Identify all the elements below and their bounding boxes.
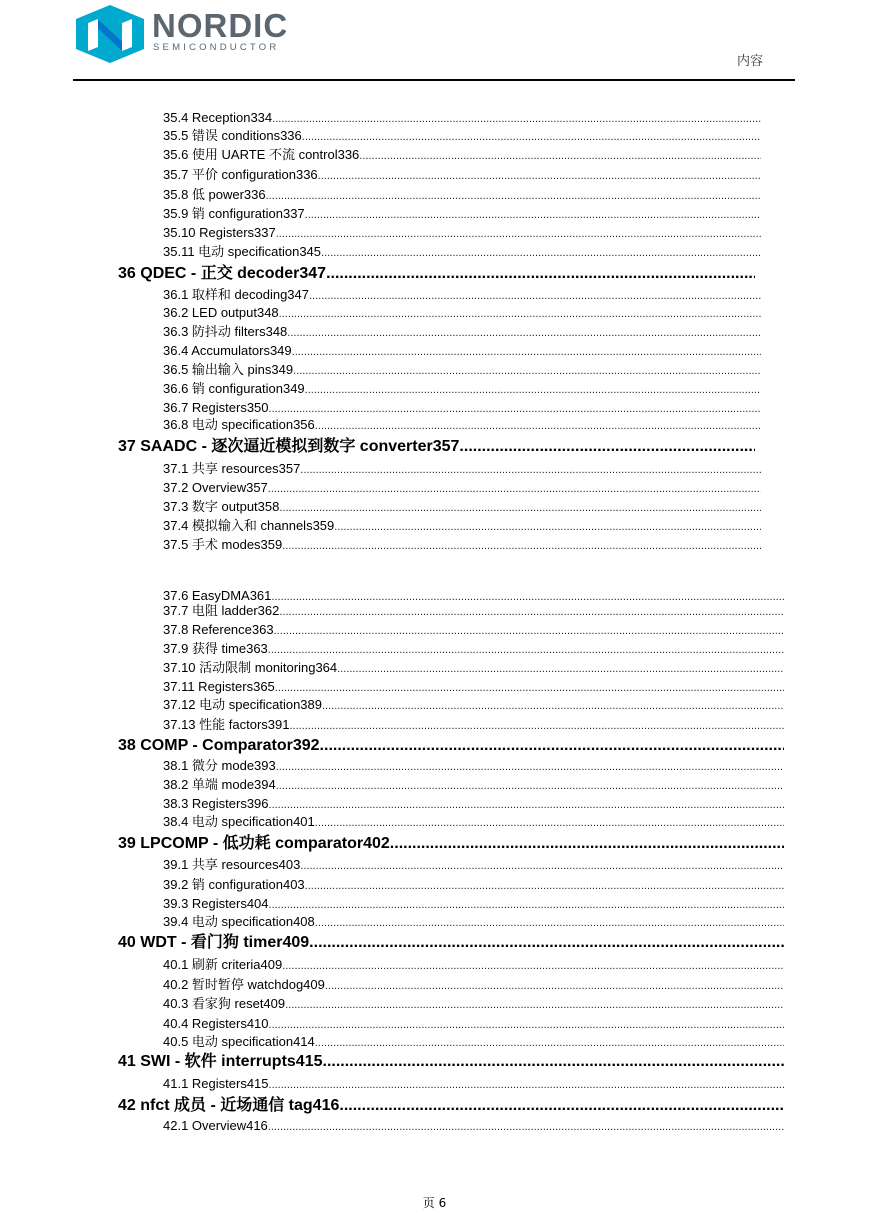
toc-section[interactable] xyxy=(163,956,784,973)
toc-dot-leader xyxy=(321,245,761,260)
toc-dot-leader xyxy=(300,462,761,477)
toc-dot-leader xyxy=(276,226,761,241)
toc-section[interactable] xyxy=(163,696,784,713)
toc-entry-text: 36.7 Registers350 xyxy=(163,400,269,415)
toc-dot-leader xyxy=(289,718,784,733)
toc-entry-text: 40.2 暂时暂停 watchdog409 xyxy=(163,977,325,992)
toc-dot-leader xyxy=(459,437,755,457)
toc-entry-text: 40.1 刷新 criteria409 xyxy=(163,957,283,972)
toc-section[interactable] xyxy=(163,498,761,515)
toc-entry-text: 38 COMP - Comparator392 xyxy=(118,737,320,754)
toc-dot-leader xyxy=(279,500,761,515)
toc-section[interactable] xyxy=(163,361,761,378)
toc-section[interactable] xyxy=(163,479,761,496)
toc-section[interactable] xyxy=(163,995,784,1012)
toc-chapter[interactable] xyxy=(118,834,784,854)
toc-dot-leader xyxy=(325,978,784,993)
toc-chapter[interactable] xyxy=(118,736,784,756)
toc-entry-text: 40 WDT - 看门狗 timer409 xyxy=(118,934,310,951)
toc-dot-leader xyxy=(302,129,761,144)
toc-entry-text: 40.4 Registers410 xyxy=(163,1016,269,1031)
toc-entry-text: 37.13 性能 factors391 xyxy=(163,717,290,732)
toc-dot-leader xyxy=(268,1119,784,1134)
toc-dot-leader xyxy=(292,344,761,359)
toc-entry-text: 38.2 单端 mode394 xyxy=(163,777,276,792)
toc-dot-leader xyxy=(334,519,761,534)
toc-entry-text: 38.4 电动 specification401 xyxy=(163,814,315,829)
toc-dot-leader xyxy=(326,264,755,284)
toc-section[interactable] xyxy=(163,224,761,241)
toc-entry-text: 36.4 Accumulators349 xyxy=(163,343,292,358)
toc-dot-leader xyxy=(300,858,784,873)
toc-entry-text: 37.4 模拟输入和 channels359 xyxy=(163,518,335,533)
toc-dot-leader xyxy=(315,1035,784,1050)
toc-entry-text: 38.3 Registers396 xyxy=(163,796,269,811)
toc-entry-text: 35.8 低 power336 xyxy=(163,187,266,202)
toc-section[interactable] xyxy=(163,659,784,676)
toc-section[interactable] xyxy=(163,399,761,416)
toc-section[interactable] xyxy=(163,678,784,695)
toc-section[interactable] xyxy=(163,976,784,993)
toc-entry-text: 35.7 平价 configuration336 xyxy=(163,167,318,182)
nordic-logo-icon xyxy=(76,5,144,63)
toc-section[interactable] xyxy=(163,517,761,534)
toc-dot-leader xyxy=(320,736,784,756)
toc-chapter[interactable] xyxy=(118,1052,784,1072)
toc-dot-leader xyxy=(339,1096,784,1116)
page-number: 页 6 xyxy=(422,1196,447,1210)
toc-chapter[interactable] xyxy=(118,1096,784,1116)
toc-entry-text: 42 nfct 成员 - 近场通信 tag416 xyxy=(118,1097,340,1114)
toc-dot-leader xyxy=(390,834,784,854)
toc-section[interactable] xyxy=(163,342,761,359)
toc-section[interactable] xyxy=(163,166,761,183)
toc-dot-leader xyxy=(285,997,784,1012)
toc-section[interactable] xyxy=(163,1075,784,1092)
toc-dot-leader xyxy=(275,680,784,695)
toc-dot-leader xyxy=(315,815,784,830)
toc-dot-leader xyxy=(266,188,761,203)
toc-section[interactable] xyxy=(163,146,761,163)
toc-section[interactable] xyxy=(163,795,784,812)
toc-entry-text: 35.11 电动 specification345 xyxy=(163,244,322,259)
toc-section[interactable] xyxy=(163,895,784,912)
toc-section[interactable] xyxy=(163,856,784,873)
toc-entry-text: 35.4 Reception334 xyxy=(163,110,273,125)
toc-section[interactable] xyxy=(163,913,784,930)
toc-entry-text: 39.3 Registers404 xyxy=(163,896,269,911)
toc-section[interactable] xyxy=(163,536,761,553)
brand-subtitle: SEMICONDUCTOR xyxy=(153,42,280,53)
toc-dot-leader xyxy=(282,958,784,973)
toc-section[interactable] xyxy=(163,602,784,619)
toc-chapter[interactable] xyxy=(118,437,755,457)
toc-entry-text: 37.8 Reference363 xyxy=(163,622,274,637)
toc-entry-text: 35.6 使用 UARTE 不流 control336 xyxy=(163,147,360,162)
toc-entry-text: 36.6 销 configuration349 xyxy=(163,381,305,396)
toc-section[interactable] xyxy=(163,416,761,433)
toc-section[interactable] xyxy=(163,460,761,477)
toc-entry-text: 39.2 销 configuration403 xyxy=(163,877,305,892)
toc-dot-leader xyxy=(309,933,784,953)
toc-dot-leader xyxy=(322,698,784,713)
toc-dot-leader xyxy=(318,168,761,183)
toc-entry-text: 37.10 活动限制 monitoring364 xyxy=(163,660,338,675)
toc-dot-leader xyxy=(315,418,761,433)
toc-entry-text: 42.1 Overview416 xyxy=(163,1118,268,1133)
toc-dot-leader xyxy=(315,915,784,930)
toc-section[interactable] xyxy=(163,243,761,260)
toc-dot-leader xyxy=(279,306,761,321)
toc-entry-text: 37.5 手术 modes359 xyxy=(163,537,283,552)
toc-dot-leader xyxy=(269,1077,784,1092)
toc-section[interactable] xyxy=(163,205,761,222)
toc-section[interactable] xyxy=(163,286,761,303)
toc-entry-text: 37.9 获得 time363 xyxy=(163,641,268,656)
toc-dot-leader xyxy=(282,538,761,553)
toc-dot-leader xyxy=(268,642,784,657)
toc-dot-leader xyxy=(268,481,761,496)
toc-dot-leader xyxy=(305,207,761,222)
toc-entry-text: 41 SWI - 软件 interrupts415 xyxy=(118,1053,323,1070)
toc-section[interactable] xyxy=(163,109,761,126)
toc-entry-text: 37.2 Overview357 xyxy=(163,480,268,495)
toc-entry-text: 37.3 数字 output358 xyxy=(163,499,280,514)
toc-dot-leader xyxy=(287,325,761,340)
toc-section[interactable] xyxy=(163,621,784,638)
toc-entry-text: 35.10 Registers337 xyxy=(163,225,276,240)
toc-entry-text: 40.3 看家狗 reset409 xyxy=(163,996,286,1011)
toc-dot-leader xyxy=(359,148,761,163)
page-header xyxy=(0,0,869,82)
toc-section[interactable] xyxy=(163,1015,784,1032)
toc-chapter[interactable] xyxy=(118,933,784,953)
toc-entry-text: 37 SAADC - 逐次逼近模拟到数字 converter357 xyxy=(118,438,460,455)
toc-entry-text: 38.1 微分 mode393 xyxy=(163,758,276,773)
toc-entry-text: 37.11 Registers365 xyxy=(163,679,275,694)
toc-section[interactable] xyxy=(163,380,761,397)
toc-entry-text: 36.5 输出输入 pins349 xyxy=(163,362,294,377)
toc-section[interactable] xyxy=(163,776,784,793)
toc-entry-text: 39.1 共享 resources403 xyxy=(163,857,301,872)
toc-dot-leader xyxy=(269,797,784,812)
toc-entry-text: 37.6 EasyDMA361 xyxy=(163,588,272,603)
toc-dot-leader xyxy=(305,878,784,893)
toc-dot-leader xyxy=(276,759,784,774)
toc-section[interactable] xyxy=(163,813,784,830)
toc-dot-leader xyxy=(279,604,784,619)
toc-dot-leader xyxy=(305,382,761,397)
toc-section[interactable] xyxy=(163,323,761,340)
toc-entry-text: 35.5 错误 conditions336 xyxy=(163,128,302,143)
toc-entry-text: 39 LPCOMP - 低功耗 comparator402 xyxy=(118,835,390,852)
toc-entry-text: 36.8 电动 specification356 xyxy=(163,417,315,432)
toc-entry-text: 36.1 取样和 decoding347 xyxy=(163,287,309,302)
toc-dot-leader xyxy=(274,623,784,638)
toc-section[interactable] xyxy=(163,640,784,657)
toc-entry-text: 36.2 LED output348 xyxy=(163,305,279,320)
toc-entry-text: 37.12 电动 specification389 xyxy=(163,697,322,712)
toc-section[interactable] xyxy=(163,186,761,203)
toc-entry-text: 39.4 电动 specification408 xyxy=(163,914,315,929)
toc-entry-text: 37.7 电阻 ladder362 xyxy=(163,603,280,618)
toc-dot-leader xyxy=(269,401,761,416)
toc-entry-text: 41.1 Registers415 xyxy=(163,1076,269,1091)
toc-dot-leader xyxy=(337,661,784,676)
toc-dot-leader xyxy=(269,1017,784,1032)
toc-section[interactable] xyxy=(163,1033,784,1050)
toc-section[interactable] xyxy=(163,304,761,321)
toc-dot-leader xyxy=(323,1052,785,1072)
toc-dot-leader xyxy=(276,778,784,793)
header-section-label: 内容 xyxy=(737,54,764,69)
toc-section[interactable] xyxy=(163,876,784,893)
toc-dot-leader xyxy=(309,288,761,303)
toc-entry-text: 36 QDEC - 正交 decoder347 xyxy=(118,265,327,282)
toc-dot-leader xyxy=(269,897,784,912)
toc-chapter[interactable] xyxy=(118,264,755,284)
toc-section[interactable] xyxy=(163,716,784,733)
toc-dot-leader xyxy=(293,363,761,378)
toc-entry-text: 37.1 共享 resources357 xyxy=(163,461,301,476)
toc-entry-text: 40.5 电动 specification414 xyxy=(163,1034,315,1049)
toc-section[interactable] xyxy=(163,127,761,144)
toc-entry-text: 35.9 销 configuration337 xyxy=(163,206,305,221)
header-divider xyxy=(73,79,795,81)
toc-section[interactable] xyxy=(163,1117,784,1134)
toc-entry-text: 36.3 防抖动 filters348 xyxy=(163,324,288,339)
toc-dot-leader xyxy=(272,111,761,126)
toc-section[interactable] xyxy=(163,757,784,774)
brand-name: NORDIC xyxy=(152,7,289,44)
